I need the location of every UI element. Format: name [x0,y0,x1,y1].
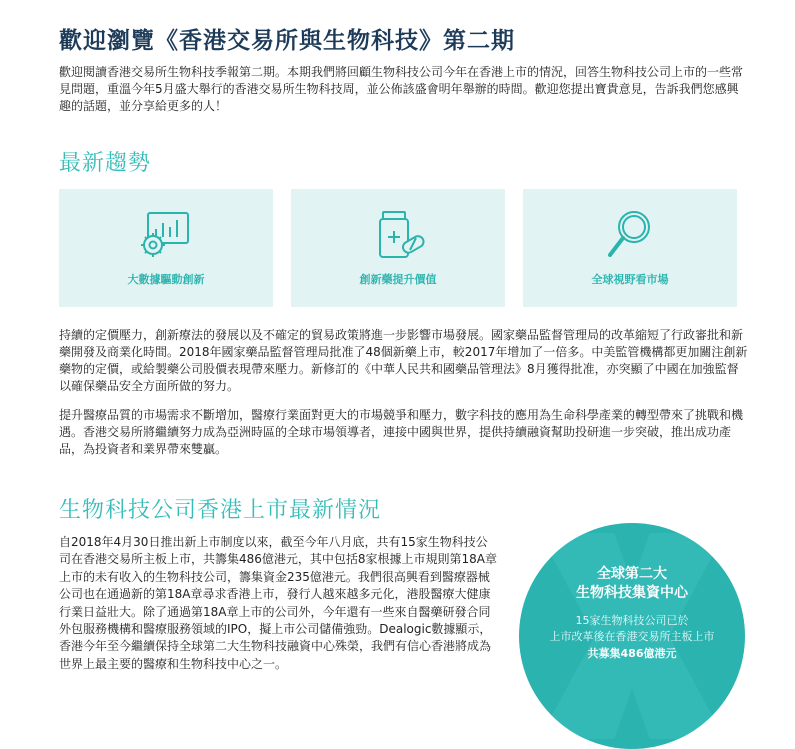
trends-heading: 最新趨勢 [59,151,152,176]
trend-card-big-data [59,189,273,307]
highlight-subtitle: 15家生物科技公司已於 上市改革後在香港交易所主板上市 [549,614,715,643]
highlight-title: 全球第二大 生物科技集資中心 [576,566,688,601]
trend-card-global-vision [523,189,737,307]
trend-card-label: 大數據驅動創新 [127,273,205,286]
trend-card-label: 創新藥提升價值 [359,273,437,286]
magnifier-icon [600,209,660,261]
trend-card-innovative-drugs [291,189,505,307]
trend-card-label: 全球視野看市場 [591,273,669,286]
trends-paragraph-1: 持續的定價壓力，創新療法的發展以及不確定的貿易政策將進一步影響市場發展。國家藥品監督管理局的改革縮短了行政審批和新藥開發及商業化時間。2018年國家藥品監督管理局批准了48個新藥上市，較2017年增加了一倍多。中美監管機構都更加關注創新藥物的定價，或給製藥公司股價表現帶來壓力。新修訂的《中華人民共和國藥品管理法》8月獲得批准，亦突顯了中國在加強監督以確保藥品安全方面所做的努力。 [59,328,748,393]
intro-paragraph: 歡迎閱讀香港交易所生物科技季報第二期。本期我們將回顧生物科技公司今年在香港上市的情況，回答生物科技公司上市的一些常見問題，重溫今年5月盛大舉行的香港交易所生物科技周，並公佈該盛會明年舉辦的時間。歡迎您提出寶貴意見，告訴我們您感興趣的話題，並分享給更多的人！ [59,65,744,113]
highlight-amount: 共募集486億港元 [587,647,677,660]
listing-heading: 生物科技公司香港上市最新情況 [59,498,382,523]
listing-paragraph: 自2018年4月30日推出新上市制度以來，截至今年八月底，共有15家生物科技公司在香港交易所主板上市，共籌集486億港元，其中包括8家根據上市規則第18A章上市的未有收入的生物科技公司，籌集資金235億港元。我們很高興看到醫療器械公司也在通過新的第18A章尋求香港上市，發行人越來越多元化，港股醫療大健康行業日益壯大。除了通過第18A章上市的公司外，今年還有一些來自醫藥研發合同外包服務機構和醫療服務領域的IPO，擬上市公司儲備強勁。Dealogic數據顯示，香港今年至今繼續保持全球第二大生物科技融資中心殊榮，我們有信心香港將成為世界上最主要的醫療和生物科技中心之一。 [59,535,498,671]
page-title: 歡迎瀏覽《香港交易所與生物科技》第二期 [59,28,515,54]
highlight-circle [519,523,745,749]
trends-paragraph-2: 提升醫療品質的市場需求不斷增加，醫療行業面對更大的市場競爭和壓力，數字科技的應用為生命科學產業的轉型帶來了挑戰和機遇。香港交易所將繼續努力成為亞洲時區的全球市場領導者，連接中國與世界，提供持續融資幫助投研進一步突破，推出成功產品，為投資者和業界帶來雙贏。 [59,408,744,456]
gear-chart-icon [136,209,196,261]
medicine-bottle-icon [368,209,428,261]
